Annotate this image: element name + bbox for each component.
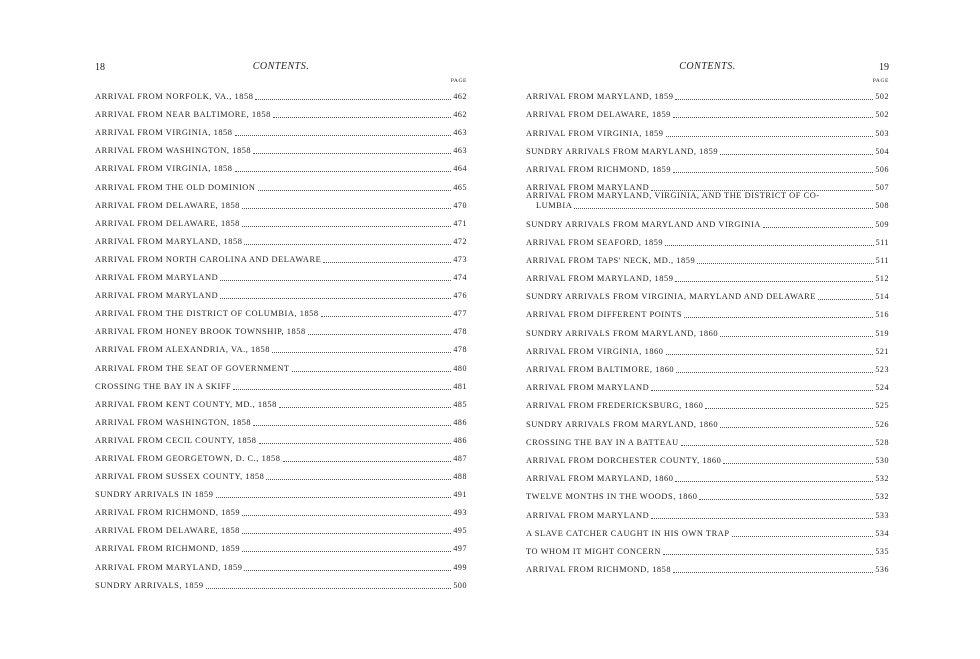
dot-leader bbox=[235, 135, 452, 136]
dot-leader bbox=[720, 154, 873, 155]
dot-leader bbox=[676, 372, 873, 373]
dot-leader bbox=[763, 227, 873, 228]
toc-entry-title: ARRIVAL FROM THE SEAT OF GOVERNMENT bbox=[95, 363, 290, 373]
toc-entry-title: ARRIVAL FROM TAPS' NECK, MD., 1859 bbox=[526, 255, 696, 265]
toc-entry-title: ARRIVAL FROM SUSSEX COUNTY, 1858 bbox=[95, 472, 265, 482]
toc-entry-page: 509 bbox=[875, 219, 889, 229]
toc-entry bbox=[526, 284, 889, 302]
toc-entry-title: ARRIVAL FROM RICHMOND, 1858 bbox=[526, 565, 672, 575]
dot-leader bbox=[283, 461, 452, 462]
toc-entry-title: ARRIVAL FROM MARYLAND bbox=[95, 273, 219, 283]
toc-entry bbox=[95, 138, 467, 156]
toc-entry-page: 497 bbox=[453, 544, 467, 554]
toc-entry-page: 511 bbox=[875, 255, 889, 265]
toc-entry-page: 526 bbox=[875, 419, 889, 429]
toc-entry-title: TO WHOM IT MIGHT CONCERN bbox=[526, 546, 661, 556]
dot-leader bbox=[242, 515, 451, 516]
toc-entry-title: ARRIVAL FROM VIRGINIA, 1858 bbox=[95, 128, 233, 138]
dot-leader bbox=[673, 117, 873, 118]
toc-entry-page: 463 bbox=[453, 128, 467, 138]
toc-entry-page: 521 bbox=[875, 346, 889, 356]
dot-leader bbox=[673, 172, 873, 173]
toc-entry-title: ARRIVAL FROM HONEY BROOK TOWNSHIP, 1858 bbox=[95, 327, 306, 337]
toc-entry-title: ARRIVAL FROM NEAR BALTIMORE, 1858 bbox=[95, 110, 271, 120]
toc-entry bbox=[95, 464, 467, 482]
toc-entry-page: 480 bbox=[453, 363, 467, 373]
toc-entry-title: ARRIVAL FROM NORFOLK, VA., 1858 bbox=[95, 92, 254, 102]
dot-leader bbox=[258, 190, 452, 191]
dot-leader bbox=[723, 463, 873, 464]
toc-entry bbox=[526, 484, 889, 502]
toc-entry bbox=[95, 446, 467, 464]
toc-entry bbox=[95, 355, 467, 373]
dot-leader bbox=[675, 99, 873, 100]
dot-leader bbox=[244, 244, 451, 245]
toc-entry bbox=[95, 84, 467, 102]
toc-entry-title: ARRIVAL FROM MARYLAND, 1858 bbox=[95, 236, 243, 246]
toc-entry-page: 507 bbox=[875, 183, 889, 193]
toc-entry bbox=[95, 573, 467, 591]
dot-leader bbox=[720, 427, 873, 428]
dot-leader bbox=[675, 481, 873, 482]
toc-entry-page: 478 bbox=[453, 327, 467, 337]
toc-entry bbox=[526, 320, 889, 338]
toc-entry-page: 514 bbox=[875, 292, 889, 302]
toc-entry bbox=[526, 339, 889, 357]
toc-entry bbox=[95, 319, 467, 337]
toc-entry-page: 533 bbox=[875, 510, 889, 520]
toc-entry bbox=[526, 393, 889, 411]
toc-entry-page: 493 bbox=[453, 508, 467, 518]
dot-leader bbox=[242, 226, 451, 227]
toc-entry bbox=[95, 392, 467, 410]
dot-leader bbox=[255, 99, 451, 100]
page-column-label: PAGE bbox=[872, 78, 889, 84]
toc-entry-title: ARRIVAL FROM VIRGINIA, 1860 bbox=[526, 346, 664, 356]
toc-entry-page: 523 bbox=[875, 365, 889, 374]
toc-entry-page: 500 bbox=[453, 580, 467, 590]
toc-entry bbox=[526, 157, 889, 175]
toc-entry bbox=[526, 120, 889, 138]
toc-entry-title: SUNDRY ARRIVALS FROM MARYLAND, 1860 bbox=[526, 328, 719, 338]
toc-entry-page: 471 bbox=[453, 218, 467, 228]
toc-entry-page: 504 bbox=[875, 146, 889, 156]
dot-leader bbox=[279, 407, 452, 408]
toc-entry bbox=[526, 139, 889, 157]
dot-leader bbox=[732, 536, 874, 537]
toc-entry-page: 532 bbox=[875, 474, 889, 484]
dot-leader bbox=[292, 371, 452, 372]
dot-leader bbox=[253, 425, 451, 426]
toc-entry-page: 486 bbox=[453, 435, 467, 445]
toc-entry bbox=[526, 248, 889, 266]
dot-leader bbox=[574, 208, 873, 209]
dot-leader bbox=[666, 354, 874, 355]
dot-leader bbox=[663, 554, 873, 555]
toc-entry-title: ARRIVAL FROM RICHMOND, 1859 bbox=[95, 508, 241, 518]
toc-entry-title: ARRIVAL FROM MARYLAND bbox=[526, 183, 650, 193]
toc-entry-title: ARRIVAL FROM MARYLAND bbox=[526, 510, 650, 520]
toc-entry-page: 525 bbox=[875, 401, 889, 411]
dot-leader bbox=[242, 208, 451, 209]
dot-leader bbox=[321, 316, 452, 317]
toc-entry-page: 532 bbox=[875, 492, 889, 502]
toc-entry bbox=[95, 283, 467, 301]
toc-entry bbox=[95, 428, 467, 446]
toc-entry bbox=[526, 357, 889, 375]
toc-entry-title: ARRIVAL FROM VIRGINIA, 1858 bbox=[95, 164, 233, 174]
dot-leader bbox=[244, 570, 451, 571]
toc-entry-title: ARRIVAL FROM MARYLAND, VIRGINIA, AND THE DISTRICT OF CO- bbox=[526, 191, 820, 201]
toc-entry-title: TWELVE MONTHS IN THE WOODS, 1860 bbox=[526, 492, 698, 502]
toc-entry bbox=[526, 375, 889, 393]
dot-leader bbox=[233, 389, 451, 390]
toc-entry-page: 486 bbox=[453, 417, 467, 427]
toc-entry bbox=[95, 374, 467, 392]
dot-leader bbox=[665, 245, 873, 246]
toc-entry-page: 477 bbox=[453, 309, 467, 319]
toc-entry bbox=[526, 502, 889, 520]
toc-entry-title: ARRIVAL FROM FREDERICKSBURG, 1860 bbox=[526, 401, 704, 411]
toc-entry-title: ARRIVAL FROM THE DISTRICT OF COLUMBIA, 1858 bbox=[95, 309, 319, 319]
toc-entry-title: ARRIVAL FROM THE OLD DOMINION bbox=[95, 182, 256, 192]
contents-list bbox=[95, 84, 467, 591]
toc-entry-page: 485 bbox=[453, 399, 467, 409]
toc-entry-title: SUNDRY ARRIVALS FROM VIRGINIA, MARYLAND AND DELAWARE bbox=[526, 292, 816, 302]
toc-entry-page: 481 bbox=[453, 381, 467, 391]
contents-list bbox=[526, 84, 889, 575]
toc-entry-title: ARRIVAL FROM MARYLAND, 1859 bbox=[95, 562, 243, 572]
dot-leader bbox=[697, 263, 873, 264]
toc-entry-title: CROSSING THE BAY IN A BATTEAU bbox=[526, 437, 679, 447]
toc-entry-page: 464 bbox=[453, 164, 467, 174]
toc-entry bbox=[526, 539, 889, 557]
toc-entry bbox=[95, 229, 467, 247]
toc-entry-title: ARRIVAL FROM ALEXANDRIA, VA., 1858 bbox=[95, 345, 270, 355]
dot-leader bbox=[235, 171, 452, 172]
toc-entry-title: ARRIVAL FROM MARYLAND, 1860 bbox=[526, 474, 674, 484]
toc-entry-page: 487 bbox=[453, 453, 467, 463]
toc-entry-page: 472 bbox=[453, 236, 467, 246]
toc-entry bbox=[526, 211, 889, 229]
toc-entry-title: ARRIVAL FROM MARYLAND, 1859 bbox=[526, 92, 674, 102]
toc-entry-title: ARRIVAL FROM GEORGETOWN, D. C., 1858 bbox=[95, 453, 281, 463]
page-number: 18 bbox=[95, 62, 105, 73]
toc-entry-title: ARRIVAL FROM DELAWARE, 1859 bbox=[526, 110, 671, 120]
toc-entry-page: 503 bbox=[875, 128, 889, 138]
toc-entry-title: ARRIVAL FROM SEAFORD, 1859 bbox=[526, 237, 664, 247]
toc-entry bbox=[95, 536, 467, 554]
toc-entry-title: ARRIVAL FROM NORTH CAROLINA AND DELAWARE bbox=[95, 254, 322, 264]
left-page bbox=[95, 0, 467, 659]
toc-entry bbox=[526, 448, 889, 466]
toc-entry-page: 506 bbox=[875, 164, 889, 174]
toc-entry bbox=[526, 521, 889, 539]
dot-leader bbox=[266, 479, 451, 480]
dot-leader bbox=[216, 497, 452, 498]
toc-entry-page: 495 bbox=[453, 526, 467, 536]
toc-entry-page: 499 bbox=[453, 562, 467, 572]
dot-leader bbox=[675, 281, 873, 282]
toc-entry bbox=[95, 120, 467, 138]
toc-entry bbox=[95, 247, 467, 265]
toc-entry-page: 474 bbox=[453, 273, 467, 283]
toc-entry-title: ARRIVAL FROM KENT COUNTY, MD., 1858 bbox=[95, 399, 277, 409]
toc-entry-page: 502 bbox=[875, 92, 889, 102]
toc-entry bbox=[526, 193, 889, 211]
toc-entry-page: 502 bbox=[875, 110, 889, 120]
toc-entry-title: ARRIVAL FROM DELAWARE, 1858 bbox=[95, 526, 240, 536]
toc-entry-title: SUNDRY ARRIVALS IN 1859 bbox=[95, 490, 214, 500]
running-head: CONTENTS. bbox=[679, 61, 736, 72]
dot-leader bbox=[272, 352, 451, 353]
toc-entry bbox=[95, 554, 467, 572]
toc-entry bbox=[95, 337, 467, 355]
dot-leader bbox=[242, 551, 451, 552]
toc-entry bbox=[526, 466, 889, 484]
dot-leader bbox=[220, 280, 451, 281]
page-column-label: PAGE bbox=[450, 78, 467, 84]
dot-leader bbox=[684, 317, 873, 318]
toc-entry bbox=[95, 500, 467, 518]
dot-leader bbox=[673, 572, 873, 573]
toc-entry-page: 511 bbox=[875, 237, 889, 247]
toc-entry bbox=[95, 410, 467, 428]
toc-entry bbox=[526, 84, 889, 102]
toc-entry-title: SUNDRY ARRIVALS, 1859 bbox=[95, 580, 204, 590]
running-head: CONTENTS. bbox=[252, 61, 310, 72]
toc-entry-title: SUNDRY ARRIVALS FROM MARYLAND, 1859 bbox=[526, 146, 719, 156]
toc-entry-page: 535 bbox=[875, 546, 889, 556]
toc-entry bbox=[526, 430, 889, 448]
toc-entry-page: 488 bbox=[453, 472, 467, 482]
toc-entry bbox=[95, 193, 467, 211]
toc-entry bbox=[526, 411, 889, 429]
toc-entry-title: ARRIVAL FROM DORCHESTER COUNTY, 1860 bbox=[526, 455, 722, 465]
toc-entry-page: 463 bbox=[453, 146, 467, 156]
dot-leader bbox=[666, 136, 874, 137]
toc-entry bbox=[95, 174, 467, 192]
dot-leader bbox=[818, 299, 873, 300]
toc-entry-title: CROSSING THE BAY IN A SKIFF bbox=[95, 381, 232, 391]
dot-leader bbox=[308, 334, 452, 335]
toc-entry-page: 465 bbox=[453, 182, 467, 192]
toc-entry-title: SUNDRY ARRIVALS FROM MARYLAND, 1860 bbox=[526, 419, 719, 429]
toc-entry-title: ARRIVAL FROM MARYLAND bbox=[526, 383, 650, 393]
toc-entry-title: ARRIVAL FROM CECIL COUNTY, 1858 bbox=[95, 435, 257, 445]
toc-entry-page: 524 bbox=[875, 383, 889, 393]
toc-entry-page: 528 bbox=[875, 437, 889, 447]
toc-entry-title: A SLAVE CATCHER CAUGHT IN HIS OWN TRAP bbox=[526, 528, 730, 538]
toc-entry-page: 473 bbox=[453, 254, 467, 264]
toc-entry bbox=[95, 482, 467, 500]
toc-entry bbox=[526, 302, 889, 320]
toc-entry-title: ARRIVAL FROM MARYLAND, 1859 bbox=[526, 274, 674, 284]
toc-entry bbox=[95, 518, 467, 536]
dot-leader bbox=[242, 533, 451, 534]
toc-entry bbox=[95, 301, 467, 319]
toc-entry-title: ARRIVAL FROM BALTIMORE, 1860 bbox=[526, 365, 675, 374]
toc-entry-page: 536 bbox=[875, 565, 889, 575]
toc-entry bbox=[95, 156, 467, 174]
toc-entry-title: ARRIVAL FROM MARYLAND bbox=[95, 291, 219, 301]
toc-entry-title: ARRIVAL FROM WASHINGTON, 1858 bbox=[95, 146, 252, 156]
toc-entry-title: ARRIVAL FROM WASHINGTON, 1858 bbox=[95, 417, 252, 427]
toc-entry bbox=[526, 102, 889, 120]
toc-entry-title: ARRIVAL FROM DIFFERENT POINTS bbox=[526, 310, 683, 320]
toc-entry-page: 508 bbox=[875, 201, 889, 211]
dot-leader bbox=[273, 117, 452, 118]
dot-leader bbox=[253, 153, 451, 154]
dot-leader bbox=[651, 390, 873, 391]
toc-entry-page: 462 bbox=[453, 92, 467, 102]
toc-entry-page: 530 bbox=[875, 455, 889, 465]
dot-leader bbox=[220, 298, 451, 299]
toc-entry-page: 476 bbox=[453, 291, 467, 301]
toc-entry-title: ARRIVAL FROM VIRGINIA, 1859 bbox=[526, 128, 664, 138]
toc-entry-page: 519 bbox=[875, 328, 889, 338]
toc-entry-title: ARRIVAL FROM DELAWARE, 1858 bbox=[95, 218, 240, 228]
toc-entry-title: ARRIVAL FROM RICHMOND, 1859 bbox=[526, 164, 672, 174]
toc-entry bbox=[526, 557, 889, 575]
dot-leader bbox=[720, 336, 873, 337]
toc-entry bbox=[526, 230, 889, 248]
toc-entry-title: SUNDRY ARRIVALS FROM MARYLAND AND VIRGINIA bbox=[526, 219, 761, 229]
dot-leader bbox=[705, 408, 873, 409]
toc-entry bbox=[526, 266, 889, 284]
dot-leader bbox=[206, 588, 452, 589]
toc-entry-title: ARRIVAL FROM RICHMOND, 1859 bbox=[95, 544, 241, 554]
dot-leader bbox=[699, 499, 873, 500]
toc-entry bbox=[95, 102, 467, 120]
toc-entry-page: 470 bbox=[453, 200, 467, 210]
toc-entry-title: ARRIVAL FROM DELAWARE, 1858 bbox=[95, 200, 240, 210]
toc-entry-page: 512 bbox=[875, 274, 889, 284]
toc-entry-page: 516 bbox=[875, 310, 889, 320]
toc-entry-page: 491 bbox=[453, 490, 467, 500]
toc-entry bbox=[95, 211, 467, 229]
toc-entry-page: 462 bbox=[453, 110, 467, 120]
toc-entry bbox=[95, 265, 467, 283]
toc-entry-page: 478 bbox=[453, 345, 467, 355]
page-number: 19 bbox=[879, 62, 889, 73]
dot-leader bbox=[651, 518, 873, 519]
dot-leader bbox=[681, 445, 874, 446]
dot-leader bbox=[259, 443, 452, 444]
dot-leader bbox=[323, 262, 451, 263]
toc-entry-page: 534 bbox=[875, 528, 889, 538]
right-page bbox=[526, 0, 889, 659]
toc-entry-title-continued: LUMBIA bbox=[536, 201, 573, 211]
